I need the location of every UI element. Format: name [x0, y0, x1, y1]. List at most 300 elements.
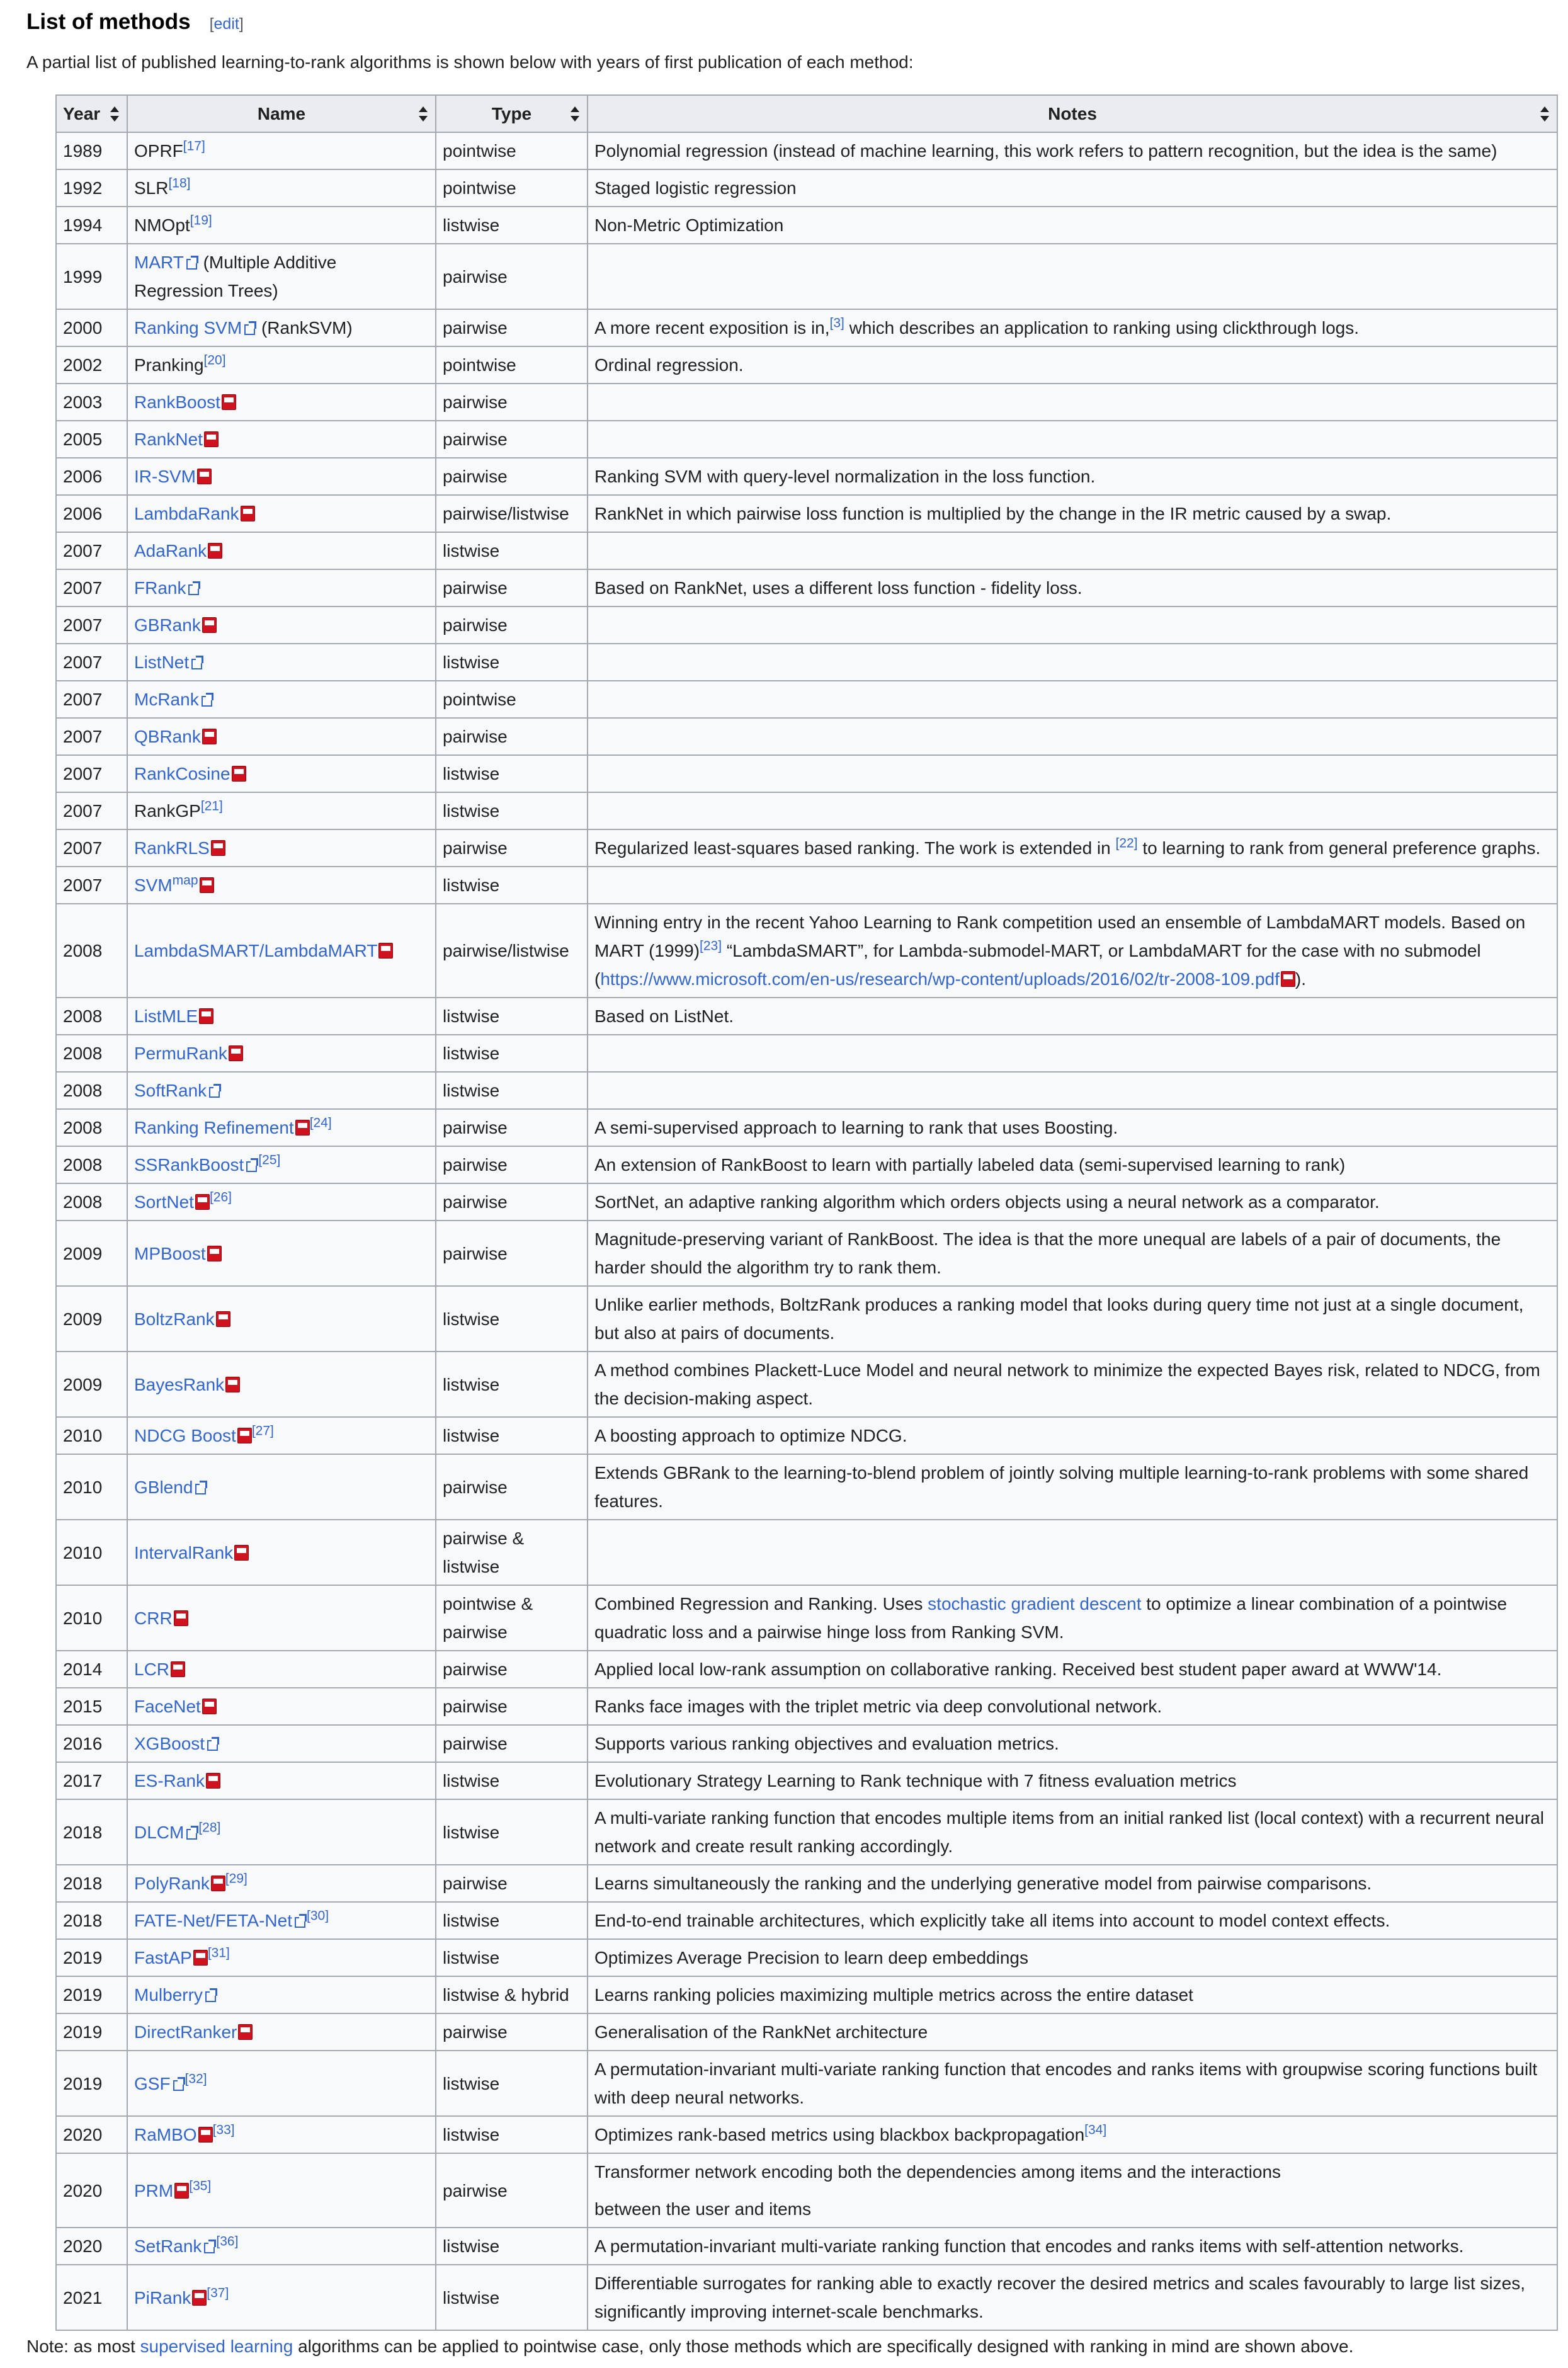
cell-year: 2007: [56, 792, 127, 829]
name-suffix: (Multiple Additive Regression Trees): [134, 253, 337, 300]
cell-name: [127, 346, 436, 384]
method-link[interactable]: SoftRank: [134, 1081, 207, 1100]
cell-year: 2007: [56, 644, 127, 681]
notes-text-after: which describes an application to ranking using clickthrough logs.: [844, 318, 1360, 338]
method-link[interactable]: FATE-Net/FETA-Net: [134, 1911, 292, 1930]
cell-type: listwise: [436, 2265, 588, 2330]
cell-notes: [588, 1902, 1557, 1939]
cell-year: 2008: [56, 1109, 127, 1146]
notes-text: SortNet, an adaptive ranking algorithm which orders objects using a neural network as a comparator.: [594, 1192, 1380, 1212]
cell-type: listwise: [436, 792, 588, 829]
table-row: [56, 1183, 1557, 1221]
cell-year: 2007: [56, 569, 127, 606]
external-link-icon: [186, 1826, 198, 1838]
pdf-icon: [216, 1311, 230, 1327]
cell-type: listwise: [436, 532, 588, 569]
notes-link[interactable]: https://www.microsoft.com/en-us/research/wp-content/uploads/2016/02/tr-2008-109.pdf: [600, 969, 1280, 989]
cell-type: pairwise/listwise: [436, 904, 588, 998]
external-link-icon: [191, 656, 203, 668]
citation-ref[interactable]: [36]: [216, 2234, 239, 2249]
pdf-icon: [241, 506, 255, 521]
edit-link[interactable]: edit: [213, 15, 239, 33]
cell-notes: [588, 421, 1557, 458]
notes-text-end: to optimize a linear combination of a pointwise quadratic loss and a pairwise hinge loss from Ranking SVM.: [594, 1594, 1508, 1642]
citation-ref[interactable]: [33]: [212, 2122, 235, 2137]
citation-ref[interactable]: [18]: [168, 176, 191, 191]
cell-name: [127, 867, 436, 904]
cell-type: pairwise: [436, 569, 588, 606]
table-row: [56, 1725, 1557, 1762]
notes-text: Combined Regression and Ranking. Uses: [594, 1594, 928, 1614]
cell-notes: [588, 2153, 1557, 2228]
notes-text: Magnitude-preserving variant of RankBoost. The idea is that the more unequal are labels of a pair of documents, the harder should the algorithm try to rank them.: [594, 1229, 1501, 1277]
method-link[interactable]: XGBoost: [134, 1734, 205, 1753]
method-link[interactable]: FaceNet: [134, 1697, 201, 1716]
cell-year: 2019: [56, 1976, 127, 2013]
cell-year: 2007: [56, 606, 127, 644]
cell-notes: [588, 1651, 1557, 1688]
cell-type: pointwise: [436, 346, 588, 384]
cell-notes: [588, 1520, 1557, 1585]
cell-notes: [588, 718, 1557, 755]
method-link[interactable]: ListNet: [134, 652, 190, 672]
cell-type: pointwise: [436, 169, 588, 207]
method-link[interactable]: AdaRank: [134, 541, 207, 561]
cell-name: [127, 1352, 436, 1417]
cell-type: listwise: [436, 1902, 588, 1939]
method-link[interactable]: RankBoost: [134, 392, 220, 412]
method-link[interactable]: GSF: [134, 2073, 171, 2093]
cell-year: 2019: [56, 2051, 127, 2116]
cell-year: 2019: [56, 2013, 127, 2051]
cell-type: listwise: [436, 998, 588, 1035]
table-row: [56, 792, 1557, 829]
citation-ref[interactable]: [24]: [309, 1115, 332, 1130]
notes-text: A permutation-invariant multi-variate ranking function that encodes and ranks items with self-attention networks.: [594, 2236, 1464, 2256]
citation-ref[interactable]: [35]: [189, 2178, 212, 2194]
footer-note: Note: as most supervised learning algorithms can be applied to pointwise case, only those methods which are specifically designed with ranking in mind are shown above.: [26, 2337, 1354, 2356]
sort-icon[interactable]: [110, 105, 119, 123]
cell-name: [127, 1865, 436, 1902]
method-link[interactable]: ListMLE: [134, 1006, 198, 1026]
name-superscript: map: [172, 873, 198, 888]
table-row: [56, 2116, 1557, 2153]
cell-type: pairwise: [436, 2013, 588, 2051]
table-row: [56, 718, 1557, 755]
cell-notes: [588, 1585, 1557, 1651]
notes-text: Ordinal regression.: [594, 355, 744, 375]
cell-notes: [588, 495, 1557, 532]
cell-year: 2008: [56, 1035, 127, 1072]
notes-text: Ranks face images with the triplet metric via deep convolutional network.: [594, 1697, 1162, 1716]
cell-type: pairwise: [436, 244, 588, 309]
cell-year: 2007: [56, 681, 127, 718]
header-year[interactable]: Year: [56, 95, 127, 132]
notes-text: Based on ListNet.: [594, 1006, 734, 1026]
cell-type: pairwise: [436, 1183, 588, 1221]
table-row: [56, 1520, 1557, 1585]
table-row: [56, 1902, 1557, 1939]
citation-ref[interactable]: [32]: [185, 2071, 207, 2086]
cell-type: pairwise: [436, 1146, 588, 1183]
cell-name: [127, 1221, 436, 1286]
cell-year: 2005: [56, 421, 127, 458]
cell-name: [127, 1688, 436, 1725]
method-link[interactable]: DirectRanker: [134, 2022, 237, 2042]
cell-notes: [588, 2013, 1557, 2051]
method-link[interactable]: FRank: [134, 578, 186, 598]
cell-name: [127, 1651, 436, 1688]
notes-text: Evolutionary Strategy Learning to Rank technique with 7 fitness evaluation metrics: [594, 1771, 1237, 1790]
table-body: [56, 132, 1557, 2330]
cell-name: [127, 2228, 436, 2265]
pdf-icon: [197, 469, 212, 484]
cell-notes: [588, 1762, 1557, 1799]
cell-notes: [588, 1035, 1557, 1072]
cell-notes: [588, 904, 1557, 998]
cell-type: listwise: [436, 1939, 588, 1976]
cell-type: listwise: [436, 1286, 588, 1352]
external-link-icon: [201, 693, 213, 705]
supervised-learning-link[interactable]: supervised learning: [140, 2337, 293, 2356]
citation-ref[interactable]: [19]: [190, 213, 212, 228]
cell-type: listwise & hybrid: [436, 1976, 588, 2013]
cell-year: 2021: [56, 2265, 127, 2330]
table-row: [56, 998, 1557, 1035]
table-row: [56, 569, 1557, 606]
external-link-icon: [186, 256, 198, 268]
cell-type: listwise: [436, 1417, 588, 1454]
pdf-icon: [1281, 971, 1295, 987]
notes-text-after: “LambdaSMART”, for Lambda-submodel-MART, or LambdaMART for the case with no submodel (: [594, 941, 1481, 989]
cell-type: listwise: [436, 1762, 588, 1799]
method-link[interactable]: IntervalRank: [134, 1542, 234, 1563]
method-link[interactable]: LambdaSMART/LambdaMART: [134, 941, 378, 960]
notes-text: Polynomial regression (instead of machine learning, this work refers to pattern recognition, but the idea is the same): [594, 141, 1497, 161]
table-row: [56, 606, 1557, 644]
cell-year: 2000: [56, 309, 127, 346]
cell-type: listwise: [436, 867, 588, 904]
method-link[interactable]: GBRank: [134, 615, 201, 635]
cell-notes: [588, 1725, 1557, 1762]
notes-text: Applied local low-rank assumption on collaborative ranking. Received best student paper award at WWW'14.: [594, 1659, 1442, 1679]
cell-year: 2020: [56, 2116, 127, 2153]
cell-notes: [588, 1109, 1557, 1146]
cell-year: 2018: [56, 1799, 127, 1865]
cell-name: [127, 1585, 436, 1651]
method-link[interactable]: RaMBO: [134, 2125, 197, 2144]
cell-notes: [588, 792, 1557, 829]
pdf-icon: [193, 1950, 208, 1966]
cell-notes: [588, 1454, 1557, 1520]
citation-ref[interactable]: [28]: [198, 1820, 221, 1835]
cell-type: listwise: [436, 2116, 588, 2153]
citation-ref[interactable]: [29]: [225, 1871, 247, 1886]
cell-name: [127, 998, 436, 1035]
external-link-icon: [246, 1158, 258, 1171]
cell-name: [127, 132, 436, 169]
method-link[interactable]: MART: [134, 253, 184, 272]
external-link-icon: [203, 2240, 216, 2252]
cell-type: listwise: [436, 1799, 588, 1865]
notes-text: Generalisation of the RankNet architecture: [594, 2022, 928, 2042]
table-row: [56, 1688, 1557, 1725]
citation-ref[interactable]: [30]: [307, 1908, 329, 1923]
pdf-icon: [208, 543, 222, 559]
cell-notes: [588, 1939, 1557, 1976]
cell-name: [127, 718, 436, 755]
cell-notes: [588, 569, 1557, 606]
cell-name: [127, 755, 436, 792]
citation-ref[interactable]: [22]: [1115, 836, 1138, 851]
table-row: [56, 458, 1557, 495]
table-row: [56, 1035, 1557, 1072]
citation-ref[interactable]: [27]: [251, 1423, 274, 1438]
cell-notes: [588, 169, 1557, 207]
method-link[interactable]: SortNet: [134, 1192, 194, 1212]
cell-notes: [588, 1417, 1557, 1454]
method-name: RankGP: [134, 801, 201, 821]
notes-text: Transformer network encoding both the dependencies among items and the interactions: [594, 2162, 1281, 2182]
notes-text: Non-Metric Optimization: [594, 215, 784, 235]
cell-name: [127, 681, 436, 718]
citation-ref[interactable]: [3]: [829, 316, 844, 331]
method-link[interactable]: RankRLS: [134, 838, 210, 858]
pdf-icon: [174, 2183, 189, 2199]
pdf-icon: [234, 1545, 249, 1561]
method-link[interactable]: PiRank: [134, 2287, 191, 2308]
sort-icon[interactable]: [1540, 105, 1549, 123]
cell-year: 2007: [56, 532, 127, 569]
method-link[interactable]: MPBoost: [134, 1243, 206, 1263]
table-row: [56, 1799, 1557, 1865]
cell-year: 2014: [56, 1651, 127, 1688]
cell-notes: [588, 829, 1557, 867]
table-row: [56, 309, 1557, 346]
name-suffix: (RankSVM): [256, 318, 353, 338]
cell-notes: [588, 755, 1557, 792]
notes-text: Optimizes Average Precision to learn deep embeddings: [594, 1948, 1028, 1967]
external-link-icon: [244, 321, 256, 334]
table-row: [56, 1109, 1557, 1146]
table-row: [56, 532, 1557, 569]
method-link[interactable]: Ranking Refinement: [134, 1118, 294, 1137]
cell-name: [127, 1976, 436, 2013]
cell-notes: [588, 1976, 1557, 2013]
method-link[interactable]: CRR: [134, 1608, 173, 1628]
cell-name: [127, 1520, 436, 1585]
notes-text: Learns simultaneously the ranking and the underlying generative model from pairwise comparisons.: [594, 1874, 1372, 1893]
notes-text: Regularized least-squares based ranking. The work is extended in: [594, 838, 1116, 858]
method-link[interactable]: LCR: [134, 1659, 170, 1679]
cell-year: 2018: [56, 1902, 127, 1939]
table-row: [56, 1072, 1557, 1109]
cell-notes: [588, 2228, 1557, 2265]
pdf-icon: [204, 431, 219, 447]
external-link-icon: [188, 581, 200, 594]
method-link[interactable]: SetRank: [134, 2236, 202, 2256]
table-row: [56, 829, 1557, 867]
pdf-icon: [200, 877, 214, 893]
cell-name: [127, 792, 436, 829]
cell-type: pairwise: [436, 829, 588, 867]
cell-type: pairwise: [436, 1651, 588, 1688]
citation-ref[interactable]: [21]: [200, 799, 223, 814]
citation-ref[interactable]: [17]: [183, 139, 205, 154]
method-link[interactable]: GBlend: [134, 1477, 193, 1497]
intro-text: A partial list of published learning-to-rank algorithms is shown below with years of first publication of each method:: [26, 52, 914, 72]
cell-name: [127, 606, 436, 644]
citation-ref[interactable]: [25]: [258, 1153, 281, 1168]
method-link[interactable]: QBRank: [134, 727, 201, 746]
method-link[interactable]: IR-SVM: [134, 467, 196, 486]
cell-name: [127, 532, 436, 569]
cell-notes: [588, 1865, 1557, 1902]
notes-text-after: to learning to rank from general preference graphs.: [1137, 838, 1541, 858]
method-link[interactable]: Ranking SVM: [134, 318, 242, 338]
cell-type: listwise: [436, 644, 588, 681]
cell-year: 2020: [56, 2228, 127, 2265]
citation-ref[interactable]: [23]: [700, 938, 722, 953]
edit-section: [edit]: [209, 15, 244, 33]
cell-notes: [588, 1146, 1557, 1183]
table-row: [56, 384, 1557, 421]
table-row: [56, 1286, 1557, 1352]
cell-type: pairwise/listwise: [436, 495, 588, 532]
notes-text: Ranking SVM with query-level normalization in the loss function.: [594, 467, 1096, 486]
cell-notes: [588, 532, 1557, 569]
cell-type: pairwise: [436, 458, 588, 495]
citation-ref[interactable]: [20]: [203, 353, 226, 368]
method-link[interactable]: SSRankBoost: [134, 1155, 244, 1175]
notes-text: A permutation-invariant multi-variate ranking function that encodes and ranks items with groupwise scoring functions built with deep neural networks.: [594, 2059, 1538, 2107]
cell-type: pairwise: [436, 421, 588, 458]
method-link[interactable]: FastAP: [134, 1948, 192, 1967]
cell-type: listwise: [436, 2228, 588, 2265]
method-name: SLR: [134, 178, 169, 198]
table-row: [56, 1976, 1557, 2013]
table-row: [56, 1417, 1557, 1454]
citation-ref[interactable]: [37]: [207, 2285, 229, 2301]
cell-notes: [588, 384, 1557, 421]
header-name[interactable]: Name: [127, 95, 436, 132]
method-link[interactable]: DLCM: [134, 1822, 185, 1842]
pdf-icon: [222, 394, 236, 410]
cell-year: 2008: [56, 904, 127, 998]
pdf-icon: [198, 2127, 213, 2143]
cell-type: pairwise: [436, 1688, 588, 1725]
cell-type: pairwise: [436, 384, 588, 421]
method-link[interactable]: PermuRank: [134, 1044, 227, 1063]
method-link[interactable]: SVM$^{map}$: [134, 873, 198, 895]
method-link[interactable]: NDCG Boost: [134, 1426, 236, 1445]
cell-name: [127, 1286, 436, 1352]
cell-year: 2006: [56, 495, 127, 532]
citation-ref[interactable]: [34]: [1084, 2122, 1107, 2137]
cell-notes: [588, 644, 1557, 681]
cell-type: pairwise: [436, 1109, 588, 1146]
table-row: [56, 1651, 1557, 1688]
notes-text: Learns ranking policies maximizing multiple metrics across the entire dataset: [594, 1985, 1193, 2005]
header-type[interactable]: Type: [436, 95, 588, 132]
cell-type: listwise: [436, 207, 588, 244]
method-name: NMOpt: [134, 215, 190, 235]
cell-year: 2016: [56, 1725, 127, 1762]
method-link[interactable]: LambdaRank: [134, 504, 239, 523]
sort-icon[interactable]: [571, 105, 579, 123]
cell-year: 1999: [56, 244, 127, 309]
cell-notes: [588, 346, 1557, 384]
cell-year: 2008: [56, 1183, 127, 1221]
sort-icon[interactable]: [419, 105, 428, 123]
cell-notes: [588, 2051, 1557, 2116]
pdf-icon: [378, 943, 393, 959]
cell-notes: [588, 1799, 1557, 1865]
cell-name: [127, 1417, 436, 1454]
cell-name: [127, 2116, 436, 2153]
method-link[interactable]: PRM: [134, 2180, 174, 2200]
citation-ref[interactable]: [31]: [207, 1945, 230, 1961]
cell-name: [127, 458, 436, 495]
notes-link[interactable]: stochastic gradient descent: [928, 1594, 1142, 1614]
cell-year: 2008: [56, 1072, 127, 1109]
cell-year: 2009: [56, 1352, 127, 1417]
table-row: [56, 644, 1557, 681]
pdf-icon: [211, 1876, 225, 1891]
table-row: [56, 1585, 1557, 1651]
method-name: Pranking: [134, 355, 204, 375]
cell-name: [127, 1072, 436, 1109]
notes-text: Supports various ranking objectives and evaluation metrics.: [594, 1734, 1059, 1753]
method-link[interactable]: BayesRank: [134, 1374, 225, 1394]
cell-name: [127, 169, 436, 207]
method-link[interactable]: RankNet: [134, 430, 203, 449]
pdf-icon: [202, 617, 217, 633]
cell-notes: [588, 1072, 1557, 1109]
header-notes[interactable]: Notes: [588, 95, 1557, 132]
notes-text: Extends GBRank to the learning-to-blend problem of jointly solving multiple learning-to-rank problems with some shared features.: [594, 1463, 1529, 1511]
method-link[interactable]: ES-Rank: [134, 1771, 205, 1790]
cell-name: [127, 1035, 436, 1072]
method-link[interactable]: PolyRank: [134, 1874, 210, 1893]
table-row: [56, 132, 1557, 169]
method-link[interactable]: RankCosine: [134, 764, 230, 783]
notes-text: Winning entry in the recent Yahoo Learning to Rank competition used an ensemble of LambdaMART models. Based on MART (1999): [594, 913, 1526, 960]
cell-notes: [588, 458, 1557, 495]
pdf-icon: [202, 729, 217, 744]
pdf-icon: [202, 1699, 217, 1714]
method-link[interactable]: McRank: [134, 690, 199, 709]
cell-year: 2015: [56, 1688, 127, 1725]
method-link[interactable]: Mulberry: [134, 1985, 203, 2005]
cell-notes: [588, 244, 1557, 309]
cell-notes: [588, 309, 1557, 346]
pdf-icon: [199, 1008, 213, 1024]
cell-name: [127, 1762, 436, 1799]
cell-type: pairwise: [436, 1725, 588, 1762]
cell-name: [127, 1939, 436, 1976]
cell-name: [127, 1799, 436, 1865]
citation-ref[interactable]: [26]: [209, 1190, 232, 1205]
table-row: [56, 2228, 1557, 2265]
cell-notes: [588, 1352, 1557, 1417]
table-row: [56, 1939, 1557, 1976]
table-row: [56, 1865, 1557, 1902]
table-row: [56, 867, 1557, 904]
cell-year: 2007: [56, 867, 127, 904]
method-link[interactable]: BoltzRank: [134, 1309, 215, 1329]
external-link-icon: [294, 1914, 307, 1927]
